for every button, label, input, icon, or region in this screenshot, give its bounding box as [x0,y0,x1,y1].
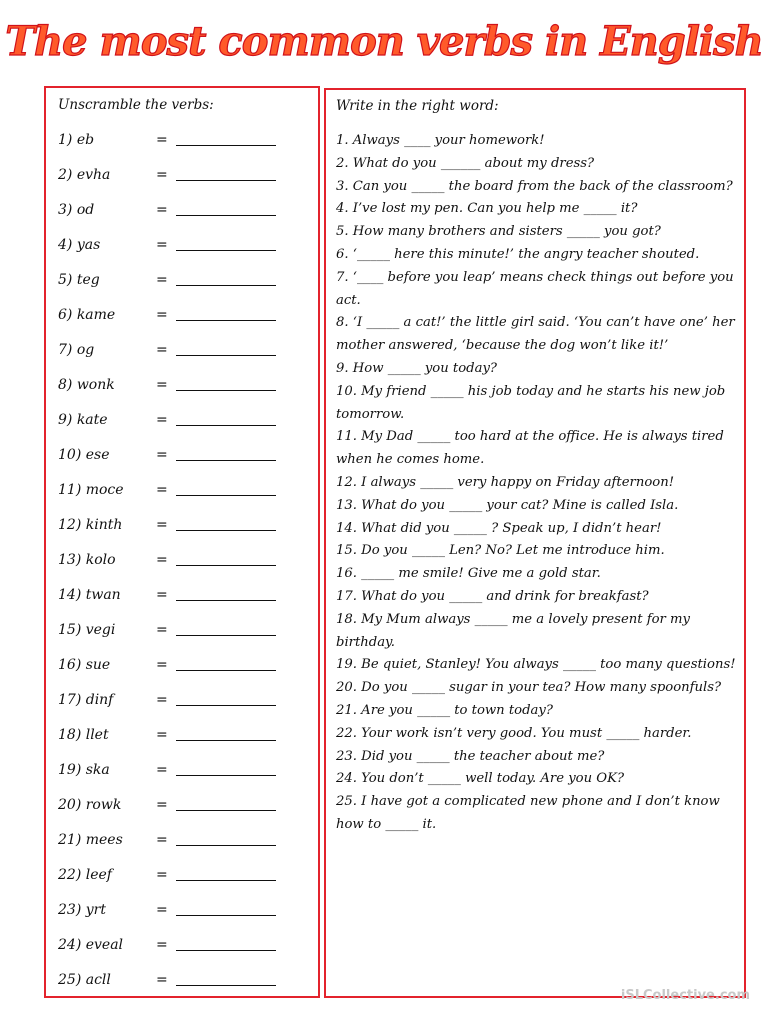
sentence-item: 16. _____ me smile! Give me a gold star. [336,566,601,582]
scrambled-word: 20) rowk [58,797,122,813]
unscramble-item [58,479,308,501]
sentence-item: 25. I have got a complicated new phone and I don’t know how to _____ it. [336,794,720,832]
unscramble-item [58,339,308,361]
answer-blank [176,670,276,671]
unscramble-item [58,689,308,711]
unscramble-item [58,724,308,746]
unscramble-item [58,829,308,851]
equals-sign: = [156,202,168,218]
scrambled-word: 8) wonk [58,377,115,393]
equals-sign: = [156,587,168,603]
equals-sign: = [156,832,168,848]
sentence-item: 4. I’ve lost my pen. Can you help me _____ it? [336,201,638,217]
unscramble-item [58,374,308,396]
unscramble-item [58,304,308,326]
answer-blank [176,215,276,216]
unscramble-item [58,899,308,921]
unscramble-item [58,409,308,431]
answer-blank [176,810,276,811]
unscramble-item [58,514,308,536]
sentence-item: 12. I always _____ very happy on Friday afternoon! [336,474,675,490]
equals-sign: = [156,342,168,358]
equals-sign: = [156,972,168,988]
answer-blank [176,985,276,986]
unscramble-item [58,794,308,816]
unscramble-item [58,444,308,466]
worksheet-title: The most common verbs in English [5,18,763,65]
scrambled-word: 19) ska [58,762,110,778]
scrambled-word: 25) acll [58,972,111,988]
answer-blank [176,775,276,776]
sentence-item: 10. My friend _____ his job today and he starts his new job tomorrow. [336,383,726,422]
scrambled-word: 13) kolo [58,552,116,568]
sentence-item: 7. ‘____ before you leap’ means check things out before you act. [336,269,734,308]
sentence-item: 8. ‘I _____ a cat!’ the little girl said. ‘You can’t have one’ her mother answered, ‘because the dog won’t like it!’ [336,315,735,354]
unscramble-item [58,969,308,991]
sentence-item: 13. What do you _____ your cat? Mine is called Isla. [336,497,679,513]
sentence-item: 15. Do you _____ Len? No? Let me introduce him. [336,543,665,559]
scrambled-word: 12) kinth [58,517,123,533]
unscramble-item [58,549,308,571]
scrambled-word: 14) twan [58,587,121,603]
sentence-list [336,130,740,837]
equals-sign: = [156,272,168,288]
unscramble-heading: Unscramble the verbs: [58,97,214,113]
answer-blank [176,495,276,496]
answer-blank [176,565,276,566]
equals-sign: = [156,902,168,918]
sentence-item: 1. Always ____ your homework! [336,133,545,148]
sentence-item: 20. Do you _____ sugar in your tea? How many spoonfuls? [336,680,722,696]
sentence-item: 22. Your work isn’t very good. You must _____ harder. [336,725,692,741]
sentence-item: 23. Did you _____ the teacher about me? [336,748,605,764]
answer-blank [176,845,276,846]
equals-sign: = [156,237,168,253]
unscramble-item [58,234,308,256]
answer-blank [176,250,276,251]
answer-blank [176,635,276,636]
equals-sign: = [156,692,168,708]
unscramble-item [58,759,308,781]
fill-in-panel [324,88,746,998]
sentence-item: 17. What do you _____ and drink for breakfast? [336,588,649,604]
scrambled-word: 1) eb [58,132,95,148]
scrambled-word: 21) mees [58,832,123,848]
sentence-item: 18. My Mum always _____ me a lovely present for my birthday. [336,611,691,650]
equals-sign: = [156,762,168,778]
sentence-item: 24. You don’t _____ well today. Are you OK? [336,771,625,787]
unscramble-item [58,584,308,606]
watermark: iSLCollective.com [620,988,750,1003]
answer-blank [176,600,276,601]
answer-blank [176,145,276,146]
scrambled-word: 15) vegi [58,622,116,638]
unscramble-item [58,129,308,151]
scrambled-word: 24) eveal [58,937,124,953]
sentence-item: 3. Can you _____ the board from the back of the classroom? [336,178,733,194]
unscramble-panel [44,86,320,998]
sentence-item: 21. Are you _____ to town today? [336,702,553,718]
unscramble-item [58,619,308,641]
answer-blank [176,880,276,881]
equals-sign: = [156,797,168,813]
scrambled-word: 16) sue [58,657,111,673]
equals-sign: = [156,517,168,533]
unscramble-item [58,269,308,291]
sentence-item: 14. What did you _____ ? Speak up, I didn’t hear! [336,520,662,536]
sentence-item: 2. What do you ______ about my dress? [336,155,595,171]
equals-sign: = [156,377,168,393]
sentence-item: 6. ‘_____ here this minute!’ the angry teacher shouted. [336,246,700,262]
unscramble-item [58,654,308,676]
scrambled-word: 3) od [58,202,95,218]
unscramble-item [58,864,308,886]
scrambled-word: 18) llet [58,727,109,743]
scrambled-word: 11) moce [58,482,124,498]
answer-blank [176,285,276,286]
answer-blank [176,740,276,741]
answer-blank [176,530,276,531]
answer-blank [176,390,276,391]
scrambled-word: 10) ese [58,447,110,463]
equals-sign: = [156,552,168,568]
equals-sign: = [156,727,168,743]
fill-in-heading: Write in the right word: [336,98,499,114]
answer-blank [176,355,276,356]
equals-sign: = [156,867,168,883]
equals-sign: = [156,937,168,953]
answer-blank [176,425,276,426]
answer-blank [176,180,276,181]
equals-sign: = [156,132,168,148]
unscramble-item [58,164,308,186]
scrambled-word: 23) yrt [58,902,106,918]
equals-sign: = [156,482,168,498]
scrambled-word: 9) kate [58,412,108,428]
equals-sign: = [156,657,168,673]
scrambled-word: 22) leef [58,867,112,883]
answer-blank [176,320,276,321]
equals-sign: = [156,447,168,463]
answer-blank [176,950,276,951]
sentence-item: 11. My Dad _____ too hard at the office. He is always tired when he comes home. [336,429,724,468]
unscramble-item [58,199,308,221]
equals-sign: = [156,412,168,428]
answer-blank [176,460,276,461]
equals-sign: = [156,167,168,183]
scrambled-word: 6) kame [58,307,116,323]
scrambled-word: 17) dinf [58,692,114,708]
scrambled-word: 5) teg [58,272,100,288]
equals-sign: = [156,622,168,638]
sentence-item: 19. Be quiet, Stanley! You always _____ too many questions! [336,657,736,673]
answer-blank [176,705,276,706]
sentence-item: 9. How _____ you today? [336,360,497,376]
equals-sign: = [156,307,168,323]
answer-blank [176,915,276,916]
scrambled-word: 2) evha [58,167,111,183]
sentence-item: 5. How many brothers and sisters _____ you got? [336,224,661,240]
scrambled-word: 4) yas [58,237,101,253]
scrambled-word: 7) og [58,342,95,358]
unscramble-item [58,934,308,956]
